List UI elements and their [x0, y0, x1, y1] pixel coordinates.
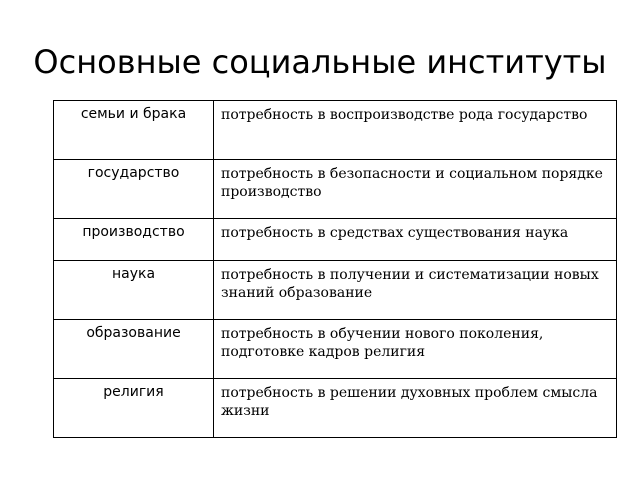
- need-cell: потребность в решении духовных проблем смысла жизни: [214, 379, 617, 438]
- need-cell: потребность в средствах существования наука: [214, 219, 617, 261]
- institution-cell: наука: [54, 261, 214, 320]
- need-cell: потребность в обучении нового поколения, подготовке кадров религия: [214, 320, 617, 379]
- institution-cell: религия: [54, 379, 214, 438]
- institutions-table: [53, 100, 617, 438]
- institution-cell: производство: [54, 219, 214, 261]
- table-row: [54, 160, 617, 219]
- need-cell: потребность в воспроизводстве рода государство: [214, 101, 617, 160]
- table-row: [54, 320, 617, 379]
- table-row: [54, 261, 617, 320]
- institution-cell: семьи и брака: [54, 101, 214, 160]
- slide-title: Основные социальные институты: [33, 43, 607, 81]
- institution-cell: государство: [54, 160, 214, 219]
- table-row: [54, 101, 617, 160]
- need-cell: потребность в получении и систематизации новых знаний образование: [214, 261, 617, 320]
- table-row: [54, 219, 617, 261]
- need-cell: потребность в безопасности и социальном порядке производство: [214, 160, 617, 219]
- table-row: [54, 379, 617, 438]
- institution-cell: образование: [54, 320, 214, 379]
